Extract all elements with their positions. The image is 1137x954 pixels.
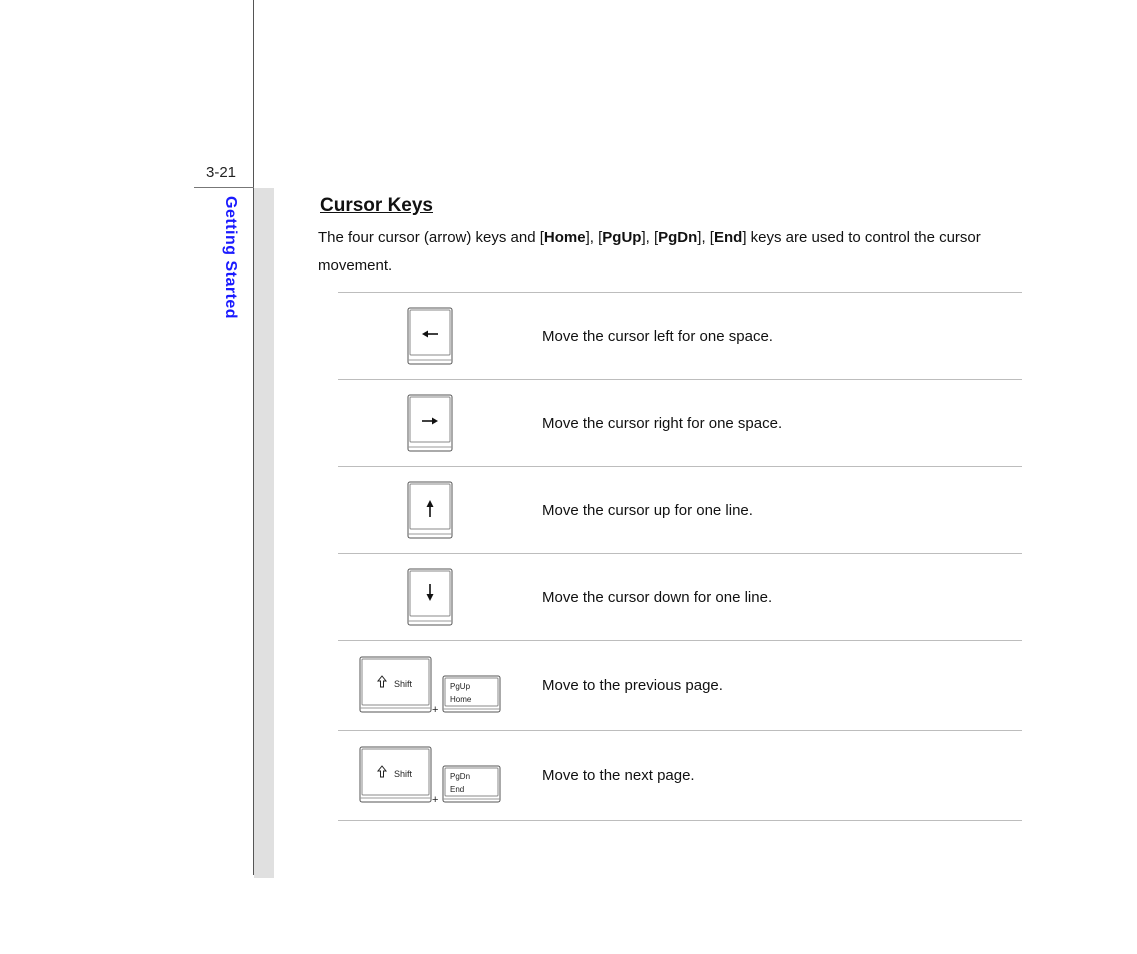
row-description: Move the cursor right for one space. — [542, 414, 783, 432]
row-description: Move the cursor left for one space. — [542, 327, 773, 345]
cursor-keys-table — [338, 292, 1022, 821]
key-illustration — [338, 641, 528, 730]
section-label: Getting Started — [222, 196, 239, 320]
intro-paragraph: The four cursor (arrow) keys and [Home], [PgUp], [PgDn], [End] keys are used to control the cursor movement. — [318, 229, 981, 274]
shift-key-label: Shift — [394, 679, 413, 689]
pgdn-key-name: PgDn — [658, 229, 698, 246]
plus-sign: + — [432, 704, 439, 716]
key-illustration — [338, 380, 528, 466]
row-description: Move to the previous page. — [542, 677, 723, 694]
shift-pgup-home-keys-icon — [338, 641, 528, 730]
sidebar-bar — [254, 188, 274, 878]
row-description: Move the cursor down for one line. — [542, 588, 773, 606]
table-row — [338, 379, 1022, 466]
table-row — [338, 640, 1022, 730]
left-arrow-key-icon — [338, 293, 528, 379]
shift-key-label: Shift — [394, 769, 413, 779]
section-heading: Cursor Keys — [320, 195, 433, 216]
pgup-key-label: PgUp — [450, 682, 471, 691]
end-key-name: End — [713, 229, 743, 246]
table-row — [338, 292, 1022, 379]
down-arrow-key-icon — [338, 554, 528, 640]
row-description: Move to the next page. — [542, 767, 695, 784]
pgdn-key-label: PgDn — [450, 772, 471, 781]
page-number-rule — [194, 187, 254, 188]
home-key-label: Home — [450, 695, 472, 704]
key-illustration — [338, 293, 528, 379]
page-number: 3-21 — [206, 164, 237, 181]
up-arrow-key-icon — [338, 467, 528, 553]
pgup-key-name: PgUp — [602, 229, 642, 246]
right-arrow-key-icon — [338, 380, 528, 466]
row-description: Move the cursor up for one line. — [542, 501, 753, 519]
table-row — [338, 553, 1022, 640]
shift-pgdn-end-keys-icon — [338, 731, 528, 820]
key-illustration — [338, 467, 528, 553]
table-row — [338, 730, 1022, 821]
end-key-label: End — [450, 785, 465, 794]
key-illustration — [338, 554, 528, 640]
home-key-name: Home — [543, 229, 586, 246]
table-row — [338, 466, 1022, 553]
plus-sign: + — [432, 794, 439, 806]
key-illustration — [338, 731, 528, 820]
